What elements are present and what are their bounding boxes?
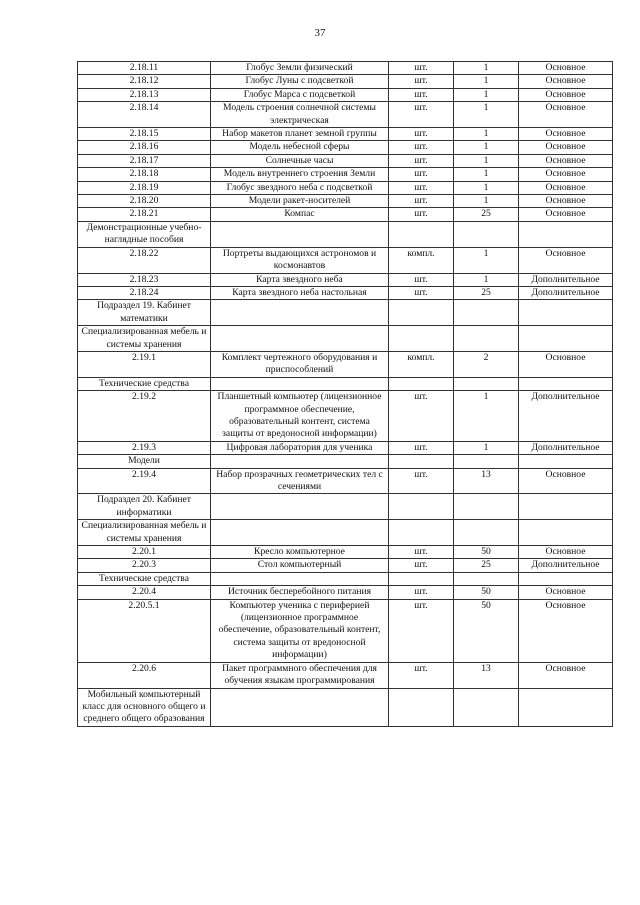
equipment-type-cell: Основное xyxy=(519,247,613,273)
item-code-cell: 2.20.4 xyxy=(78,586,211,599)
item-code-cell: 2.18.12 xyxy=(78,75,211,88)
table-row xyxy=(78,102,613,128)
item-name-cell: Кресло компьютерное xyxy=(211,546,389,559)
unit-cell xyxy=(389,455,454,468)
item-code-cell: Технические средства xyxy=(78,377,211,390)
quantity-cell: 2 xyxy=(454,351,519,377)
quantity-cell: 1 xyxy=(454,273,519,286)
unit-cell: компл. xyxy=(389,351,454,377)
quantity-cell xyxy=(454,572,519,585)
item-code-cell: 2.18.14 xyxy=(78,102,211,128)
table-row xyxy=(78,181,613,194)
table-row xyxy=(78,391,613,442)
item-code-cell: Технические средства xyxy=(78,572,211,585)
quantity-cell xyxy=(454,377,519,390)
item-code-cell: 2.18.19 xyxy=(78,181,211,194)
item-code-cell: Мобильный компьютерный класс для основного общего и среднего общего образования xyxy=(78,688,211,726)
equipment-type-cell: Основное xyxy=(519,181,613,194)
table-row xyxy=(78,455,613,468)
item-name-cell: Стол компьютерный xyxy=(211,559,389,572)
quantity-cell: 1 xyxy=(454,181,519,194)
item-name-cell: Солнечные часы xyxy=(211,154,389,167)
table-row xyxy=(78,520,613,546)
item-name-cell xyxy=(211,300,389,326)
item-name-cell: Глобус Луны с подсветкой xyxy=(211,75,389,88)
unit-cell xyxy=(389,221,454,247)
item-name-cell xyxy=(211,221,389,247)
quantity-cell: 1 xyxy=(454,154,519,167)
item-code-cell: 2.18.18 xyxy=(78,168,211,181)
item-code-cell: 2.18.11 xyxy=(78,62,211,75)
table-row xyxy=(78,128,613,141)
item-name-cell xyxy=(211,572,389,585)
item-name-cell: Карта звездного неба настольная xyxy=(211,286,389,299)
item-name-cell: Цифровая лаборатория для ученика xyxy=(211,441,389,454)
quantity-cell xyxy=(454,221,519,247)
unit-cell xyxy=(389,300,454,326)
equipment-type-cell: Основное xyxy=(519,62,613,75)
table-row xyxy=(78,62,613,75)
table-row xyxy=(78,247,613,273)
equipment-table xyxy=(77,61,613,727)
quantity-cell: 13 xyxy=(454,468,519,494)
equipment-type-cell xyxy=(519,520,613,546)
unit-cell: шт. xyxy=(389,195,454,208)
table-row xyxy=(78,586,613,599)
item-name-cell: Карта звездного неба xyxy=(211,273,389,286)
item-name-cell xyxy=(211,377,389,390)
quantity-cell xyxy=(454,455,519,468)
equipment-type-cell xyxy=(519,688,613,726)
item-name-cell: Модель небесной сферы xyxy=(211,141,389,154)
item-name-cell: Глобус Земли физический xyxy=(211,62,389,75)
item-code-cell: 2.20.6 xyxy=(78,662,211,688)
equipment-type-cell: Основное xyxy=(519,141,613,154)
table-row xyxy=(78,195,613,208)
quantity-cell: 50 xyxy=(454,586,519,599)
item-code-cell: 2.19.3 xyxy=(78,441,211,454)
unit-cell: шт. xyxy=(389,88,454,101)
unit-cell: шт. xyxy=(389,586,454,599)
quantity-cell: 25 xyxy=(454,286,519,299)
equipment-type-cell: Основное xyxy=(519,128,613,141)
quantity-cell: 25 xyxy=(454,559,519,572)
item-code-cell: 2.19.4 xyxy=(78,468,211,494)
unit-cell: шт. xyxy=(389,468,454,494)
quantity-cell: 1 xyxy=(454,195,519,208)
unit-cell: шт. xyxy=(389,662,454,688)
table-row xyxy=(78,141,613,154)
item-code-cell: 2.19.1 xyxy=(78,351,211,377)
item-name-cell xyxy=(211,326,389,352)
unit-cell xyxy=(389,326,454,352)
table-row xyxy=(78,326,613,352)
table-row xyxy=(78,221,613,247)
unit-cell: шт. xyxy=(389,546,454,559)
item-code-cell: 2.18.13 xyxy=(78,88,211,101)
unit-cell: шт. xyxy=(389,141,454,154)
quantity-cell: 1 xyxy=(454,128,519,141)
table-row xyxy=(78,75,613,88)
item-name-cell: Глобус звездного неба с подсветкой xyxy=(211,181,389,194)
quantity-cell xyxy=(454,494,519,520)
item-code-cell: 2.20.5.1 xyxy=(78,599,211,662)
unit-cell xyxy=(389,572,454,585)
table-row xyxy=(78,662,613,688)
table-row xyxy=(78,154,613,167)
unit-cell: шт. xyxy=(389,286,454,299)
item-code-cell: Демонстрационные учебно-наглядные пособия xyxy=(78,221,211,247)
equipment-type-cell xyxy=(519,494,613,520)
unit-cell: шт. xyxy=(389,168,454,181)
item-code-cell: 2.18.22 xyxy=(78,247,211,273)
quantity-cell: 25 xyxy=(454,208,519,221)
quantity-cell xyxy=(454,326,519,352)
table-row xyxy=(78,688,613,726)
quantity-cell: 1 xyxy=(454,102,519,128)
item-code-cell: Специализированная мебель и системы хранения xyxy=(78,520,211,546)
unit-cell: шт. xyxy=(389,128,454,141)
quantity-cell xyxy=(454,300,519,326)
item-name-cell: Портреты выдающихся астрономов и космонавтов xyxy=(211,247,389,273)
unit-cell xyxy=(389,494,454,520)
item-code-cell: 2.20.1 xyxy=(78,546,211,559)
unit-cell: шт. xyxy=(389,102,454,128)
item-name-cell: Комплект чертежного оборудования и приспособлений xyxy=(211,351,389,377)
equipment-type-cell xyxy=(519,326,613,352)
equipment-type-cell: Основное xyxy=(519,351,613,377)
page-number: 37 xyxy=(314,27,326,39)
item-name-cell: Модель строения солнечной системы электрическая xyxy=(211,102,389,128)
table-row xyxy=(78,468,613,494)
equipment-type-cell: Дополнительное xyxy=(519,273,613,286)
equipment-type-cell: Дополнительное xyxy=(519,559,613,572)
unit-cell: шт. xyxy=(389,62,454,75)
table-row xyxy=(78,441,613,454)
equipment-type-cell: Основное xyxy=(519,586,613,599)
table-row xyxy=(78,168,613,181)
equipment-type-cell xyxy=(519,455,613,468)
quantity-cell: 1 xyxy=(454,441,519,454)
item-code-cell: 2.18.17 xyxy=(78,154,211,167)
quantity-cell: 1 xyxy=(454,88,519,101)
item-name-cell: Набор макетов планет земной группы xyxy=(211,128,389,141)
item-name-cell: Компьютер ученика с периферией (лицензионное программное обеспечение, образовательный контент, система защиты от вредоносной информации) xyxy=(211,599,389,662)
table-row xyxy=(78,494,613,520)
unit-cell: компл. xyxy=(389,247,454,273)
table-row xyxy=(78,599,613,662)
table-row xyxy=(78,559,613,572)
item-name-cell xyxy=(211,494,389,520)
item-code-cell: 2.18.16 xyxy=(78,141,211,154)
item-name-cell: Планшетный компьютер (лицензионное программное обеспечение, образовательный контент, система защиты от вредоносной информации) xyxy=(211,391,389,442)
equipment-type-cell: Основное xyxy=(519,88,613,101)
item-name-cell xyxy=(211,455,389,468)
equipment-type-cell: Дополнительное xyxy=(519,286,613,299)
equipment-type-cell: Основное xyxy=(519,546,613,559)
unit-cell: шт. xyxy=(389,181,454,194)
equipment-type-cell xyxy=(519,572,613,585)
quantity-cell: 1 xyxy=(454,62,519,75)
equipment-type-cell: Основное xyxy=(519,154,613,167)
item-code-cell: Специализированная мебель и системы хранения xyxy=(78,326,211,352)
item-code-cell: 2.19.2 xyxy=(78,391,211,442)
table-row xyxy=(78,300,613,326)
item-name-cell: Глобус Марса с подсветкой xyxy=(211,88,389,101)
item-code-cell: Модели xyxy=(78,455,211,468)
table-row xyxy=(78,377,613,390)
item-code-cell: 2.18.15 xyxy=(78,128,211,141)
unit-cell: шт. xyxy=(389,208,454,221)
equipment-type-cell: Основное xyxy=(519,662,613,688)
equipment-type-cell: Основное xyxy=(519,468,613,494)
table-row xyxy=(78,351,613,377)
unit-cell xyxy=(389,520,454,546)
item-name-cell: Модель внутреннего строения Земли xyxy=(211,168,389,181)
quantity-cell xyxy=(454,688,519,726)
item-code-cell: Подраздел 19. Кабинет математики xyxy=(78,300,211,326)
item-code-cell: 2.18.24 xyxy=(78,286,211,299)
item-name-cell: Источник бесперебойного питания xyxy=(211,586,389,599)
table-row xyxy=(78,273,613,286)
item-name-cell: Пакет программного обеспечения для обучения языкам программирования xyxy=(211,662,389,688)
equipment-type-cell: Дополнительное xyxy=(519,391,613,442)
unit-cell: шт. xyxy=(389,441,454,454)
item-code-cell: 2.18.20 xyxy=(78,195,211,208)
unit-cell: шт. xyxy=(389,599,454,662)
item-name-cell: Компас xyxy=(211,208,389,221)
unit-cell: шт. xyxy=(389,273,454,286)
quantity-cell xyxy=(454,520,519,546)
item-name-cell: Набор прозрачных геометрических тел с сечениями xyxy=(211,468,389,494)
equipment-type-cell xyxy=(519,300,613,326)
item-name-cell xyxy=(211,688,389,726)
table-row xyxy=(78,208,613,221)
equipment-type-cell: Основное xyxy=(519,195,613,208)
equipment-type-cell: Основное xyxy=(519,599,613,662)
unit-cell xyxy=(389,377,454,390)
table-row xyxy=(78,546,613,559)
item-code-cell: Подраздел 20. Кабинет информатики xyxy=(78,494,211,520)
item-code-cell: 2.20.3 xyxy=(78,559,211,572)
table-row xyxy=(78,286,613,299)
equipment-type-cell: Основное xyxy=(519,102,613,128)
unit-cell: шт. xyxy=(389,391,454,442)
quantity-cell: 1 xyxy=(454,247,519,273)
unit-cell xyxy=(389,688,454,726)
item-name-cell xyxy=(211,520,389,546)
item-code-cell: 2.18.21 xyxy=(78,208,211,221)
equipment-type-cell: Основное xyxy=(519,208,613,221)
quantity-cell: 50 xyxy=(454,546,519,559)
quantity-cell: 50 xyxy=(454,599,519,662)
quantity-cell: 1 xyxy=(454,75,519,88)
quantity-cell: 1 xyxy=(454,391,519,442)
quantity-cell: 1 xyxy=(454,168,519,181)
table-row xyxy=(78,572,613,585)
quantity-cell: 1 xyxy=(454,141,519,154)
unit-cell: шт. xyxy=(389,559,454,572)
unit-cell: шт. xyxy=(389,154,454,167)
quantity-cell: 13 xyxy=(454,662,519,688)
equipment-type-cell xyxy=(519,221,613,247)
table-row xyxy=(78,88,613,101)
equipment-type-cell: Основное xyxy=(519,168,613,181)
equipment-type-cell: Дополнительное xyxy=(519,441,613,454)
equipment-type-cell: Основное xyxy=(519,75,613,88)
equipment-type-cell xyxy=(519,377,613,390)
unit-cell: шт. xyxy=(389,75,454,88)
item-code-cell: 2.18.23 xyxy=(78,273,211,286)
item-name-cell: Модели ракет-носителей xyxy=(211,195,389,208)
